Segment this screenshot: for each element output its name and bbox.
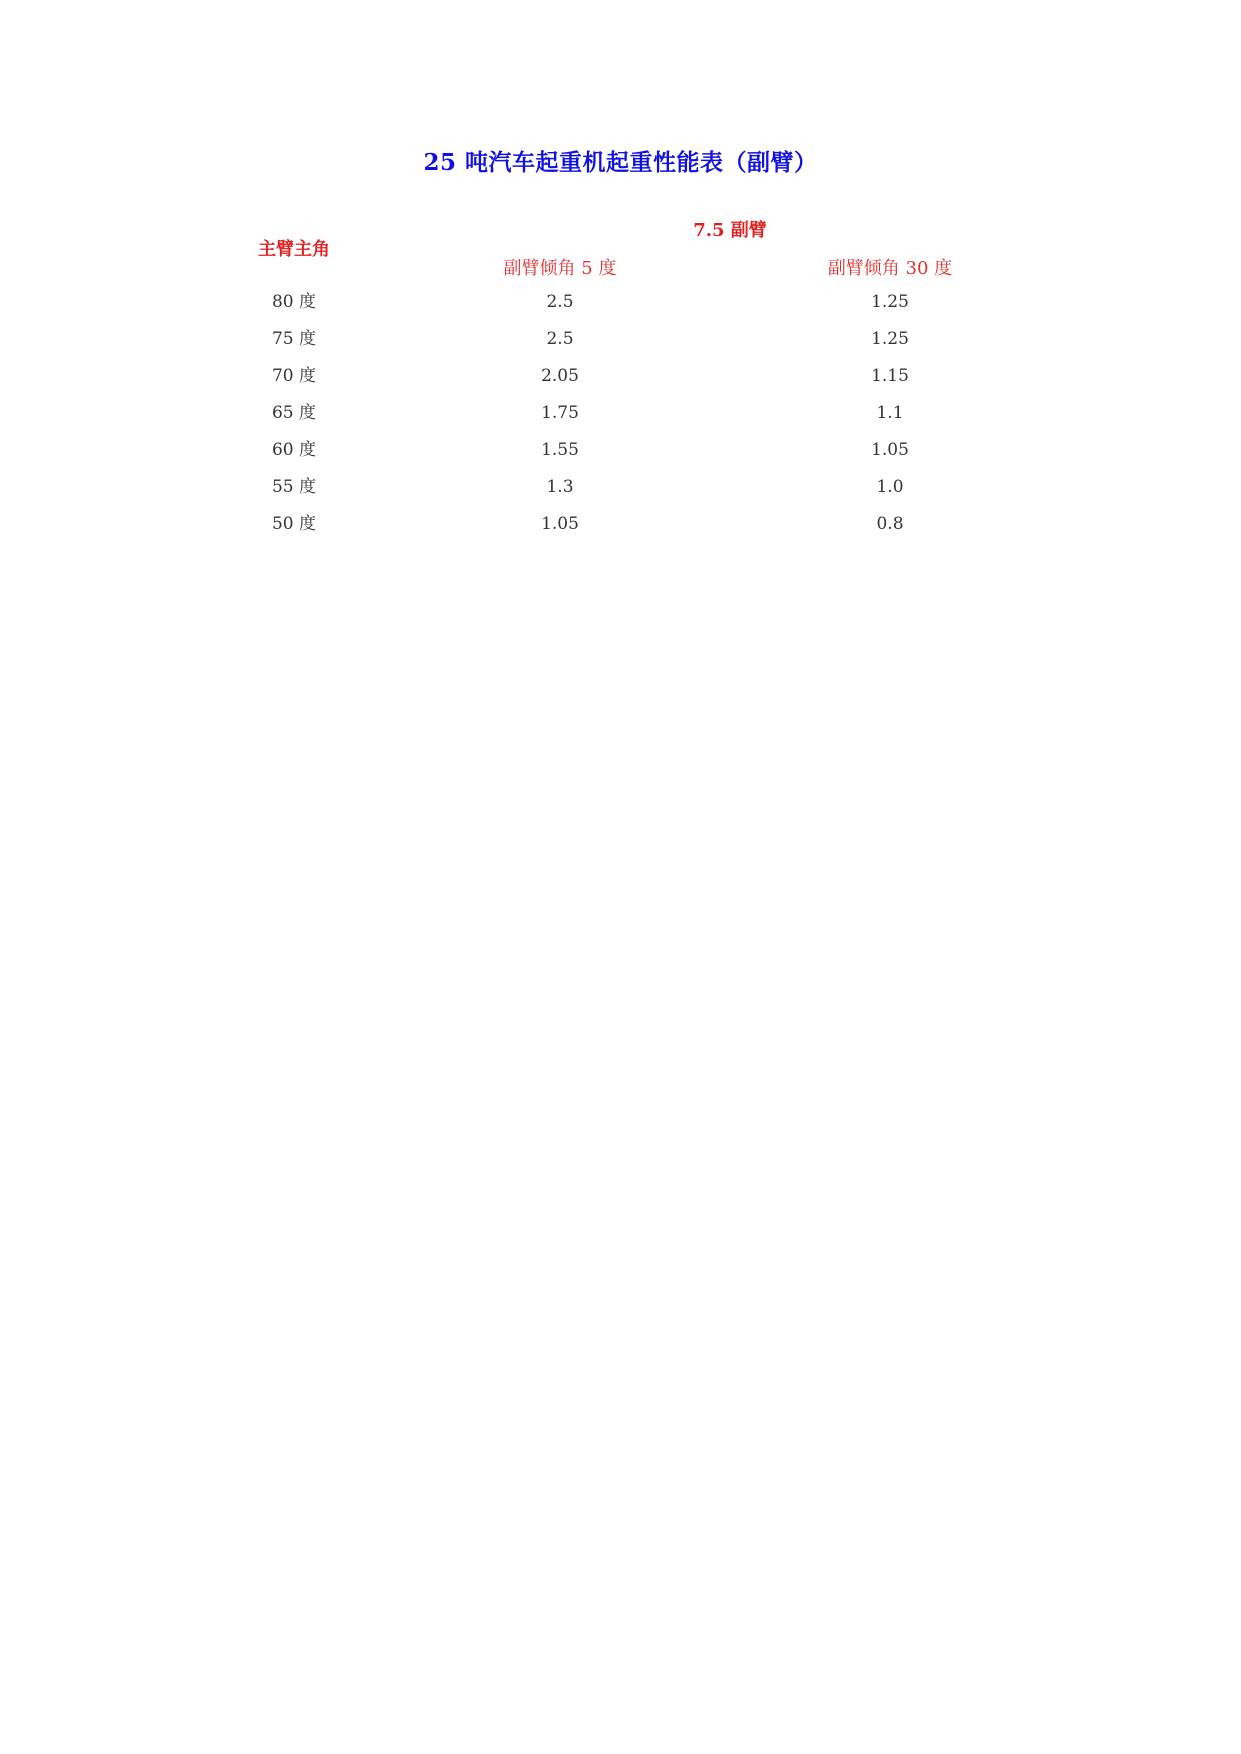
capacity-30-cell: 1.1 bbox=[876, 403, 904, 423]
main-angle-cell: 60 度 bbox=[271, 440, 317, 460]
capacity-5-cell: 1.05 bbox=[541, 514, 579, 534]
capacity-5-cell: 2.05 bbox=[541, 366, 579, 386]
table-row bbox=[0, 476, 1241, 513]
capacity-5-cell: 1.75 bbox=[541, 403, 579, 423]
table-row bbox=[0, 291, 1241, 328]
capacity-30-cell: 1.25 bbox=[871, 292, 909, 312]
table-row bbox=[0, 365, 1241, 402]
table-row bbox=[0, 402, 1241, 439]
main-angle-cell: 70 度 bbox=[271, 366, 317, 386]
main-angle-cell: 65 度 bbox=[271, 403, 317, 423]
capacity-30-cell: 1.0 bbox=[876, 477, 904, 497]
sub-header-5-degree: 副臂倾角 5 度 bbox=[503, 258, 617, 279]
capacity-table-body bbox=[0, 291, 1241, 550]
capacity-30-cell: 0.8 bbox=[876, 514, 904, 534]
capacity-5-cell: 2.5 bbox=[546, 329, 574, 349]
main-angle-header: 主臂主角 bbox=[258, 239, 330, 260]
table-row bbox=[0, 328, 1241, 365]
main-angle-cell: 55 度 bbox=[271, 477, 317, 497]
capacity-5-cell: 2.5 bbox=[546, 292, 574, 312]
page-title: 25 吨汽车起重机起重性能表（副臂） bbox=[423, 149, 818, 176]
capacity-30-cell: 1.15 bbox=[871, 366, 909, 386]
main-angle-cell: 50 度 bbox=[271, 514, 317, 534]
capacity-5-cell: 1.55 bbox=[541, 440, 579, 460]
table-row bbox=[0, 513, 1241, 550]
boom-length-header: 7.5 副臂 bbox=[693, 220, 767, 241]
capacity-30-cell: 1.25 bbox=[871, 329, 909, 349]
sub-header-30-degree: 副臂倾角 30 度 bbox=[827, 258, 953, 279]
capacity-5-cell: 1.3 bbox=[546, 477, 574, 497]
main-angle-cell: 80 度 bbox=[271, 292, 317, 312]
main-angle-cell: 75 度 bbox=[271, 329, 317, 349]
capacity-30-cell: 1.05 bbox=[871, 440, 909, 460]
table-row bbox=[0, 439, 1241, 476]
